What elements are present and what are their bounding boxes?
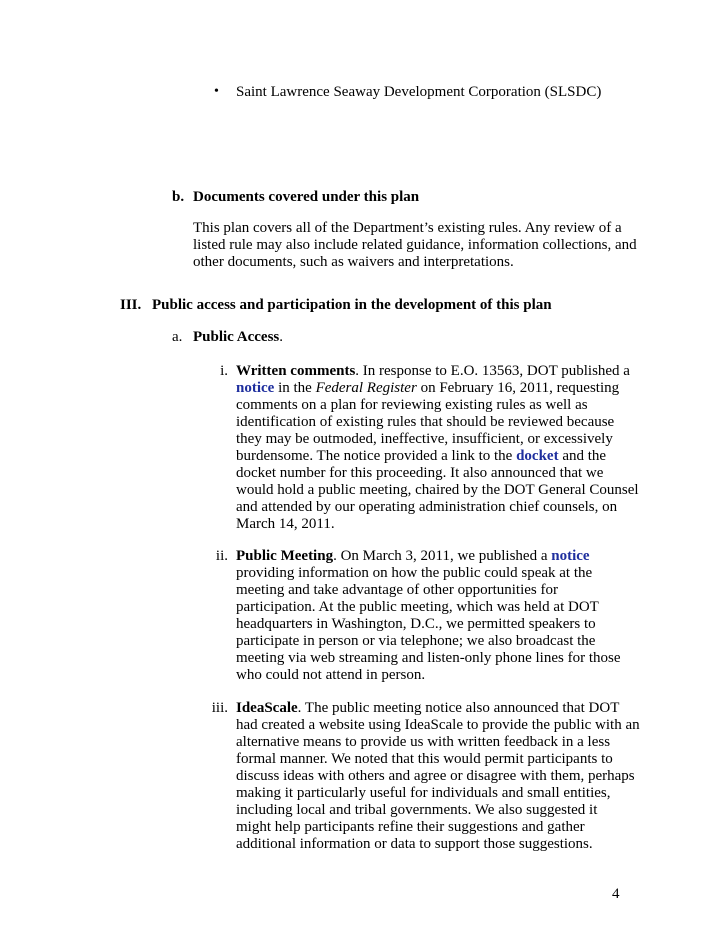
- section-b-line: This plan covers all of the Department’s existing rules. Any review of a: [193, 220, 622, 236]
- item-i-marker: i.: [220, 363, 228, 379]
- item-iii-line: making it particularly useful for individuals and small entities,: [236, 785, 611, 801]
- item-iii-line: might help participants refine their suggestions and gather: [236, 819, 585, 835]
- item-iii-line: additional information or data to support those suggestions.: [236, 836, 593, 852]
- section-b-heading: Documents covered under this plan: [193, 189, 420, 205]
- item-i-line: March 14, 2011.: [236, 516, 335, 532]
- item-iii-text: . The public meeting notice also announced that DOT: [297, 700, 620, 716]
- item-iii-line: discuss ideas with others and agree or disagree with them, perhaps: [236, 768, 635, 784]
- item-ii-line-1: [236, 547, 590, 565]
- item-i-line-6: [236, 447, 606, 465]
- item-i-heading: Written comments: [236, 363, 356, 379]
- item-iii-heading: IdeaScale: [236, 700, 298, 716]
- subsection-a-heading: Public Access: [193, 329, 280, 345]
- subsection-a-heading-line: [193, 328, 283, 346]
- section-b-marker: b.: [172, 189, 185, 205]
- item-ii-line: meeting and take advantage of other opportunities for: [236, 582, 558, 598]
- item-ii-line: participation. At the public meeting, which was held at DOT: [236, 599, 599, 615]
- item-i-line: docket number for this proceeding. It also announced that we: [236, 465, 604, 481]
- item-ii-marker: ii.: [215, 548, 228, 564]
- section-III-heading: Public access and participation in the development of this plan: [152, 297, 552, 313]
- item-ii-line: providing information on how the public could speak at the: [236, 565, 593, 581]
- item-iii-line: formal manner. We noted that this would permit participants to: [236, 751, 613, 767]
- item-i-line: would hold a public meeting, chaired by the DOT General Counsel: [236, 482, 639, 498]
- item-iii-line-1: [236, 699, 619, 717]
- item-ii-text: . On March 3, 2011, we published a: [333, 548, 552, 564]
- item-ii-heading: Public Meeting: [236, 548, 334, 564]
- item-i-line: and attended by our operating administration chief counsels, on: [236, 499, 618, 515]
- item-ii-line: meeting via web streaming and listen-only phone lines for those: [236, 650, 621, 666]
- item-i-line-2: [236, 379, 619, 397]
- section-b-line: listed rule may also include related guidance, information collections, and: [193, 237, 637, 253]
- item-ii-line: participate in person or via telephone; we also broadcast the: [236, 633, 596, 649]
- item-iii-line: including local and tribal governments. We also suggested it: [236, 802, 598, 818]
- item-i-text: burdensome. The notice provided a link to the: [236, 448, 517, 464]
- notice-link[interactable]: notice: [551, 548, 590, 564]
- page-number: 4: [612, 886, 620, 902]
- item-i-text: on February 16, 2011, requesting: [416, 380, 620, 396]
- item-i-line: identification of existing rules that should be reviewed because: [236, 414, 615, 430]
- item-i-line: comments on a plan for reviewing existing rules as well as: [236, 397, 588, 413]
- item-i-text: in the: [274, 380, 316, 396]
- item-iii-marker: iii.: [211, 700, 228, 716]
- item-ii-line: who could not attend in person.: [236, 667, 426, 683]
- item-iii-line: had created a website using IdeaScale to provide the public with an: [236, 717, 640, 733]
- bullet-icon: •: [214, 84, 219, 99]
- item-i-text: and the: [558, 448, 607, 464]
- notice-link[interactable]: notice: [236, 380, 275, 396]
- federal-register-title: Federal Register: [315, 380, 417, 396]
- item-i-line: they may be outmoded, ineffective, insufficient, or excessively: [236, 431, 613, 447]
- subsection-a-marker: a.: [172, 329, 183, 345]
- docket-link[interactable]: docket: [516, 448, 559, 464]
- item-i-text: . In response to E.O. 13563, DOT published a: [355, 363, 630, 379]
- section-b-line: other documents, such as waivers and interpretations.: [193, 254, 514, 270]
- item-i-line-1: [236, 362, 630, 380]
- section-III-marker: III.: [120, 297, 142, 313]
- item-iii-line: alternative means to provide us with written feedback in a less: [236, 734, 611, 750]
- subsection-a-heading-punct: .: [279, 329, 283, 345]
- bullet-item-text: Saint Lawrence Seaway Development Corporation (SLSDC): [236, 84, 602, 100]
- item-ii-line: headquarters in Washington, D.C., we permitted speakers to: [236, 616, 596, 632]
